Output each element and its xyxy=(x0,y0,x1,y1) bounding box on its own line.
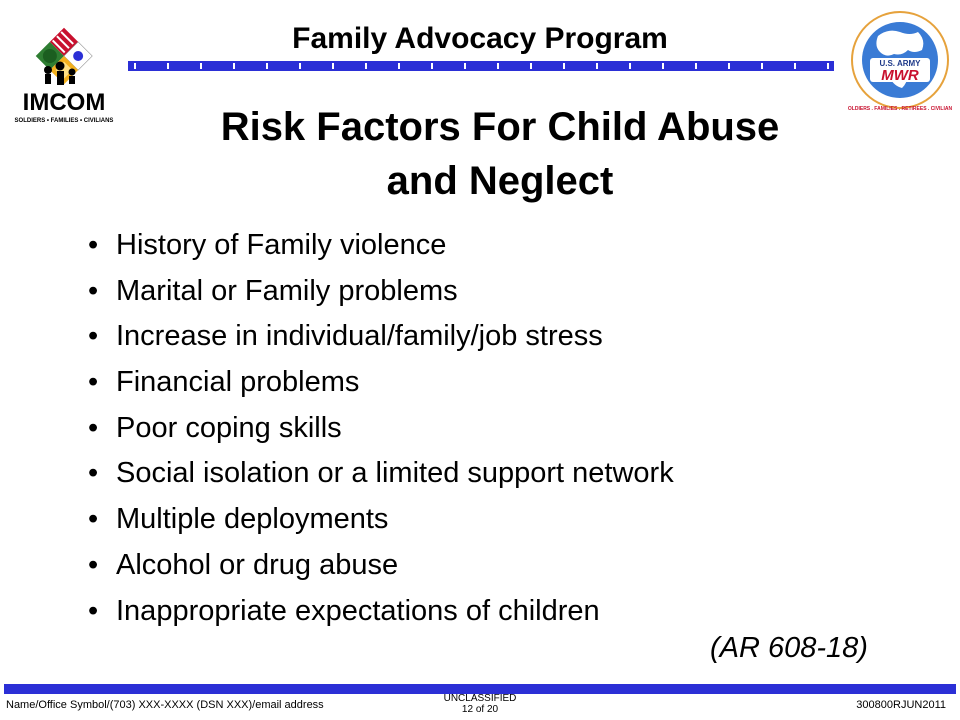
rule-tick xyxy=(827,63,829,69)
slide-title-line-1: Risk Factors For Child Abuse xyxy=(220,105,780,149)
bullet-icon: • xyxy=(88,594,99,627)
rule-tick xyxy=(233,63,235,69)
svg-text:MWR: MWR xyxy=(881,67,919,84)
list-item-text: Financial problems xyxy=(116,366,360,399)
rule-tick xyxy=(167,63,169,69)
page-number: 12 of 20 xyxy=(461,704,499,715)
list-item xyxy=(88,226,674,272)
slide-title xyxy=(120,100,880,208)
rule-tick xyxy=(134,63,136,69)
list-item-text: Inappropriate expectations of children xyxy=(116,594,600,627)
rule-tick xyxy=(464,63,466,69)
rule-tick xyxy=(695,63,697,69)
list-item-text: History of Family violence xyxy=(116,229,447,261)
list-item-text: Increase in individual/family/job stress xyxy=(116,320,603,353)
rule-tick xyxy=(332,63,334,69)
rule-tick xyxy=(629,63,631,69)
list-item xyxy=(88,500,674,546)
svg-text:U.S. ARMY: U.S. ARMY xyxy=(879,59,921,68)
bullet-icon: • xyxy=(88,548,99,581)
bullet-icon: • xyxy=(88,366,99,399)
rule-tick xyxy=(431,63,433,69)
bullet-icon: • xyxy=(88,274,99,307)
citation: (AR 608-18) xyxy=(710,632,868,664)
bullet-icon: • xyxy=(88,411,99,444)
list-item-text: Marital or Family problems xyxy=(116,274,458,307)
list-item-text: Poor coping skills xyxy=(116,411,342,444)
list-item-text: Alcohol or drug abuse xyxy=(116,548,399,581)
list-item xyxy=(88,317,674,363)
list-item-text: Multiple deployments xyxy=(116,503,389,536)
footer-contact: Name/Office Symbol/(703) XXX-XXXX (DSN XXX)/email address xyxy=(6,699,324,711)
bullet-icon: • xyxy=(88,503,99,536)
rule-tick xyxy=(596,63,598,69)
footer-date-time-group: 300800RJUN2011 xyxy=(856,699,946,711)
list-item xyxy=(88,409,674,455)
list-item-text: Social isolation or a limited support network xyxy=(116,457,674,490)
bullet-icon: • xyxy=(88,229,99,261)
bullet-icon: • xyxy=(88,320,99,353)
classification-label: UNCLASSIFIED xyxy=(443,693,517,704)
bullet-icon: • xyxy=(88,457,99,490)
rule-tick xyxy=(266,63,268,69)
list-item xyxy=(88,272,674,318)
rule-tick xyxy=(365,63,367,69)
rule-tick xyxy=(794,63,796,69)
program-title: Family Advocacy Program xyxy=(292,22,668,55)
rule-tick xyxy=(398,63,400,69)
list-item xyxy=(88,363,674,409)
svg-text:SOLDIERS . FAMILIES . RETIREES: SOLDIERS . FAMILIES . RETIREES . CIVILIANS xyxy=(848,106,952,112)
rule-tick xyxy=(761,63,763,69)
slide-title-line-2: and Neglect xyxy=(386,159,614,203)
rule-tick xyxy=(497,63,499,69)
svg-text:IMCOM: IMCOM xyxy=(22,89,106,116)
rule-tick xyxy=(299,63,301,69)
rule-tick xyxy=(530,63,532,69)
list-item xyxy=(88,592,674,638)
rule-tick xyxy=(728,63,730,69)
list-item xyxy=(88,546,674,592)
svg-text:SOLDIERS • FAMILIES • CIVILIAN: SOLDIERS • FAMILIES • CIVILIANS xyxy=(14,118,114,124)
rule-tick xyxy=(662,63,664,69)
footer-center xyxy=(380,693,580,715)
risk-factor-list xyxy=(88,226,674,637)
header-rule xyxy=(128,61,834,71)
list-item xyxy=(88,454,674,500)
rule-tick xyxy=(563,63,565,69)
rule-tick xyxy=(200,63,202,69)
